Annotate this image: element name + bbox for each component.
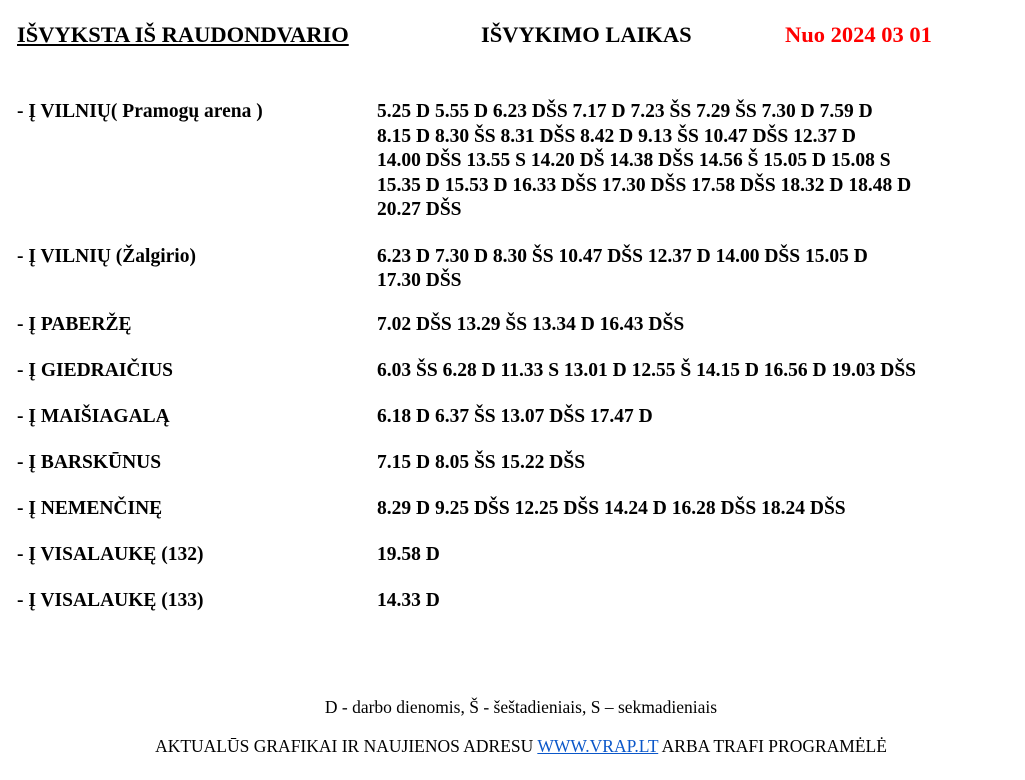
- day-legend: D - darbo dienomis, Š - šeštadieniais, S – sekmadieniais: [324, 697, 718, 717]
- routes-table: [17, 100, 1017, 614]
- route-times: 6.18 D 6.37 ŠS 13.07 DŠS 17.47 D: [377, 406, 653, 427]
- route-times: 8.29 D 9.25 DŠS 12.25 DŠS 14.24 D 16.28 DŠS 18.24 DŠS: [377, 498, 846, 519]
- route-times: 19.58 D: [377, 544, 440, 565]
- footer-text-before: AKTUALŪS GRAFIKAI IR NAUJIENOS ADRESU: [155, 736, 538, 756]
- route-times: 5.25 D 5.55 D 6.23 DŠS 7.17 D 7.23 ŠS 7.29 ŠS 7.30 D 7.59 D 8.15 D 8.30 ŠS 8.31 DŠS 8.42 D 9.13 ŠS 10.47 DŠS 12.37 D 14.00 DŠS 13.55 S 14.20 DŠ 14.38 DŠS 14.56 Š 15.05 D 15.08 S 15.35 D 15.53 D 16.33 DŠS 17.30 DŠS 17.58 DŠS 18.32 D 18.48 D 20.27 DŠS: [377, 101, 912, 220]
- route-destination: - Į NEMENČINĘ: [17, 498, 163, 519]
- footer-text-after: ARBA TRAFI PROGRAMĖLĖ: [658, 736, 887, 756]
- route-row: [17, 451, 1017, 476]
- route-destination: - Į MAIŠIAGALĄ: [17, 406, 170, 427]
- route-destination: - Į GIEDRAIČIUS: [17, 360, 174, 381]
- route-row: [17, 405, 1017, 430]
- vrap-website-link[interactable]: WWW.VRAP.LT: [537, 736, 659, 756]
- route-destination: - Į VILNIŲ (Žalgirio): [17, 245, 196, 267]
- page-title: IŠVYKSTA IŠ RAUDONDVARIO: [17, 22, 349, 47]
- route-destination: - Į VISALAUKĘ (133): [17, 590, 204, 611]
- route-row: [17, 313, 1017, 338]
- route-destination: - Į PABERŽĘ: [17, 313, 132, 335]
- route-row: [17, 245, 1017, 294]
- route-times: 6.03 ŠS 6.28 D 11.33 S 13.01 D 12.55 Š 14.15 D 16.56 D 19.03 DŠS: [377, 360, 917, 381]
- route-row: [17, 543, 1017, 568]
- route-destination: - Į BARSKŪNUS: [17, 452, 162, 473]
- departure-time-heading: IŠVYKIMO LAIKAS: [481, 22, 692, 47]
- page-header: [17, 22, 1025, 52]
- route-destination: - Į VILNIŲ( Pramogų arena ): [17, 101, 263, 122]
- route-times: 14.33 D: [377, 590, 440, 611]
- route-destination: - Į VISALAUKĘ (132): [17, 544, 204, 565]
- route-times: 7.15 D 8.05 ŠS 15.22 DŠS: [377, 452, 586, 473]
- route-row: [17, 589, 1017, 614]
- footer-notice: [0, 736, 1025, 757]
- route-times: 7.02 DŠS 13.29 ŠS 13.34 D 16.43 DŠS: [377, 313, 685, 335]
- route-row: [17, 497, 1017, 522]
- route-row: [17, 359, 1017, 384]
- route-times: 6.23 D 7.30 D 8.30 ŠS 10.47 DŠS 12.37 D 14.00 DŠS 15.05 D 17.30 DŠS: [377, 245, 868, 291]
- valid-from-date: Nuo 2024 03 01: [785, 22, 932, 47]
- route-row: [17, 100, 1017, 223]
